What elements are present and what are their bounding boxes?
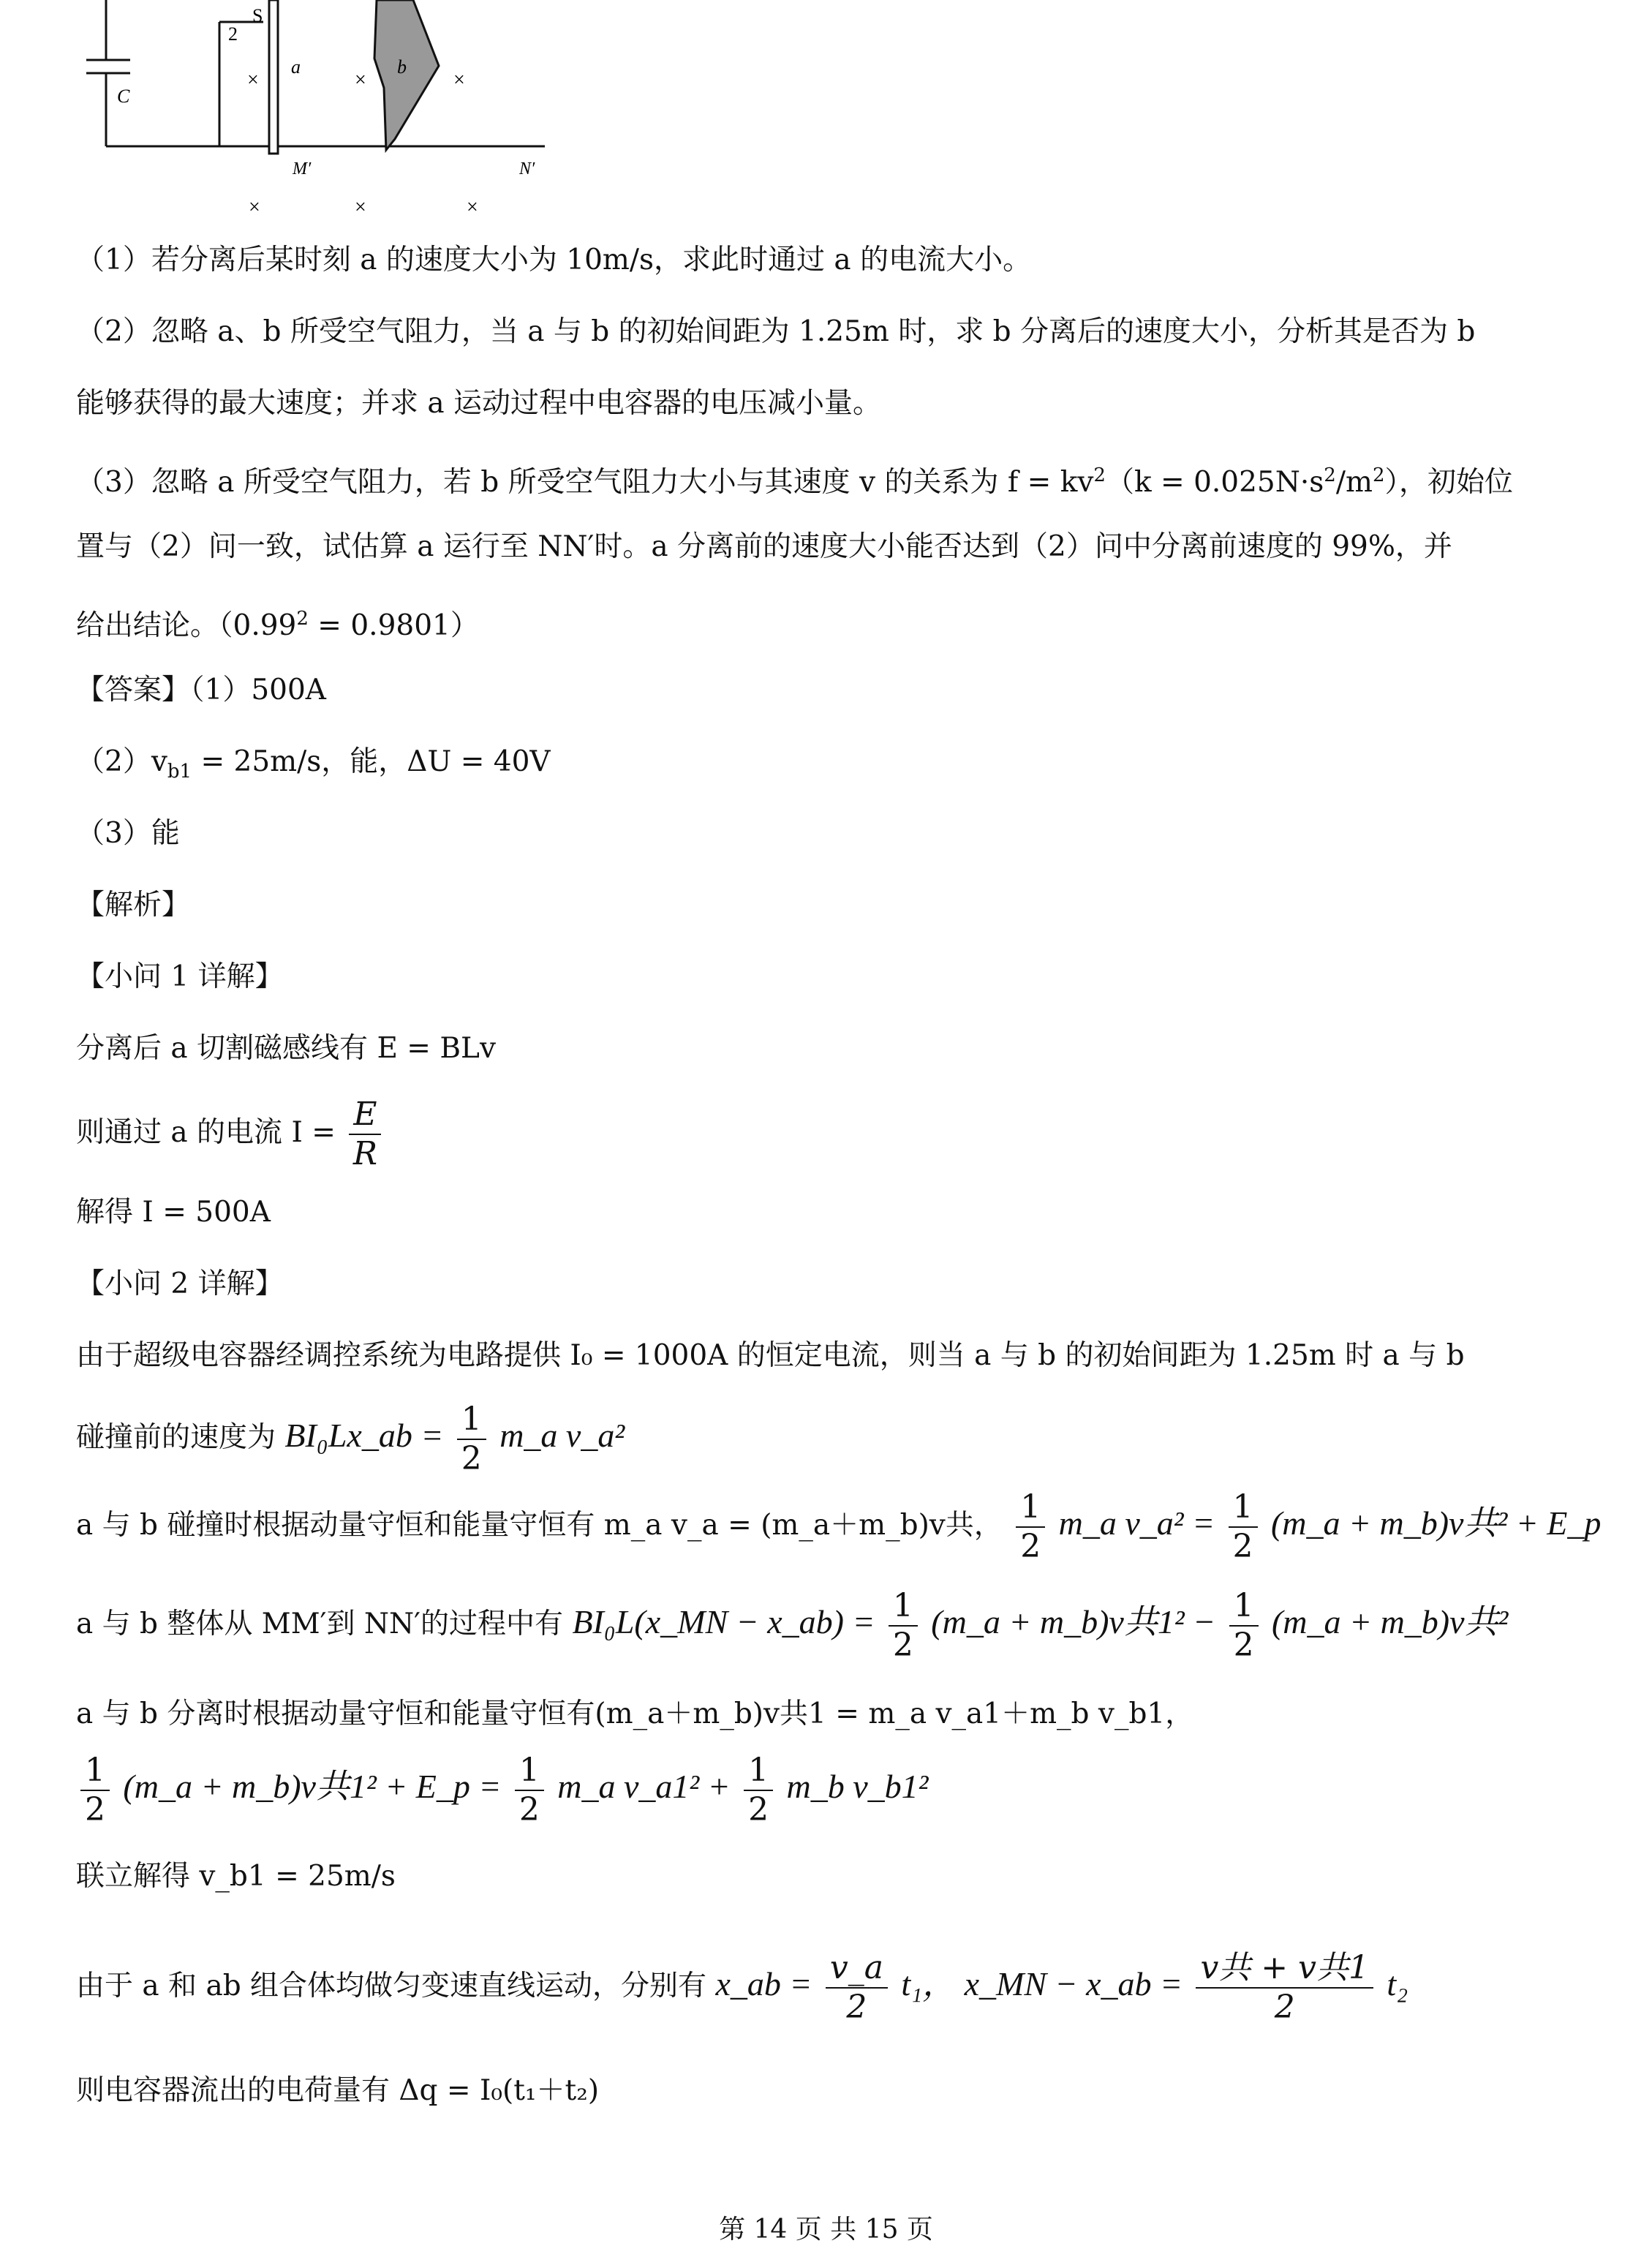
sub2-line-6: $\frac{1}{2}$ (m_a + m_b)v共1² + E_p = $\frac{1}{2}$ m_a v_a1² + $\frac{1}{2}$ m_b v_b1² bbox=[76, 1752, 928, 1829]
fraction: $\frac{1}{2}$ bbox=[1229, 1587, 1259, 1665]
sub2-title: 【小问 2 详解】 bbox=[76, 1267, 284, 1300]
field-mark: × bbox=[467, 196, 478, 219]
fraction: $\frac{1}{2}$ bbox=[889, 1587, 918, 1665]
field-mark: × bbox=[453, 69, 465, 91]
field-mark: × bbox=[249, 196, 260, 219]
question-2-line-1: （2）忽略 a、b 所受空气阻力，当 a 与 b 的初始间距为 1.25m 时，求 b 分离后的速度大小，分析其是否为 b bbox=[76, 315, 1476, 348]
label-2: 2 bbox=[228, 23, 238, 45]
fraction: $\frac{E}{R}$ bbox=[349, 1096, 381, 1173]
answer-2: $(2)v_{b1} = 25m/s$，能，ΔU = 40V bbox=[76, 745, 551, 783]
fraction: $\frac{1}{2}$ bbox=[744, 1752, 773, 1829]
analysis-heading: 【解析】 bbox=[76, 889, 191, 922]
label-S: S bbox=[252, 5, 263, 26]
answer-3: （3）能 bbox=[76, 817, 180, 850]
question-3-line-1: （3）忽略 a 所受空气阻力，若 b 所受空气阻力大小与其速度 v 的关系为 $f = kv^2(k = 0.025N\cdot s^2/m^2)$，初始位 bbox=[76, 464, 1513, 499]
label-C: C bbox=[117, 86, 130, 107]
label-a: a bbox=[291, 56, 301, 78]
label-b: b bbox=[397, 56, 407, 78]
answer-1: 【答案】（1）500A bbox=[76, 674, 326, 706]
sub1-line-2: 则通过 a 的电流 I = $\frac{E}{R}$ bbox=[76, 1096, 385, 1173]
sub1-line-1: 分离后 a 切割磁感线有 E = BLv bbox=[76, 1032, 496, 1065]
field-mark: × bbox=[355, 69, 366, 91]
sub2-line-4: a 与 b 整体从 MM′到 NN′的过程中有 BI₀L(x_MN − x_ab) = $\frac{1}{2}$ (m_a + m_b)v共1² − $\frac{1}{2}$ (m_a + m_b)v共² bbox=[76, 1587, 1509, 1664]
sub2-line-2: 碰撞前的速度为 BI₀Lx_ab = $\frac{1}{2}$ m_a v_a² bbox=[76, 1401, 625, 1477]
sub2-line-3: a 与 b 碰撞时根据动量守恒和能量守恒有 m_a v_a = (m_a＋m_b)v共， $\frac{1}{2}$ m_a v_a² = $\frac{1}{2}$ (m_a + m_b)v共² + E_p bbox=[76, 1488, 1602, 1565]
sub2-line-1: 由于超级电容器经调控系统为电路提供 I₀ = 1000A 的恒定电流，则当 a 与 b 的初始间距为 1.25m 时 a 与 b bbox=[76, 1339, 1465, 1372]
circuit-diagram bbox=[73, 0, 556, 227]
fraction: $\frac{1}{2}$ bbox=[80, 1752, 110, 1829]
question-3-line-2: 置与（2）问一致，试估算 a 运行至 NN′时。a 分离前的速度大小能否达到（2）问中分离前速度的 99%，并 bbox=[76, 530, 1452, 563]
page-footer: 第 14 页 共 15 页 bbox=[719, 2215, 933, 2245]
fraction: $\frac{v\_a}{2}$ bbox=[826, 1949, 888, 2027]
sub1-title: 【小问 1 详解】 bbox=[76, 960, 284, 993]
question-1: （1）若分离后某时刻 a 的速度大小为 10m/s，求此时通过 a 的电流大小。 bbox=[76, 244, 1032, 276]
sub2-line-8: 由于 a 和 ab 组合体均做匀变速直线运动，分别有 x_ab = $\frac{v\_a}{2}$ t₁， x_MN − x_ab = $\frac{\text{v共 + v共1}}{2}$ t₂ bbox=[76, 1949, 1408, 2026]
sub2-line-5: a 与 b 分离时根据动量守恒和能量守恒有(m_a＋m_b)v共1 = m_a v_a1＋m_b v_b1， bbox=[76, 1697, 1194, 1730]
fraction: $\frac{1}{2}$ bbox=[1229, 1488, 1258, 1566]
fraction: $\frac{\text{v共 + v共1}}{2}$ bbox=[1196, 1949, 1373, 2027]
sub2-line-7: 联立解得 v_b1 = 25m/s bbox=[76, 1860, 396, 1893]
sub1-line-3: 解得 I = 500A bbox=[76, 1196, 271, 1229]
fraction: $\frac{1}{2}$ bbox=[1016, 1488, 1045, 1566]
fraction: $\frac{1}{2}$ bbox=[457, 1401, 486, 1478]
field-mark: × bbox=[247, 69, 259, 91]
fraction: $\frac{1}{2}$ bbox=[515, 1752, 544, 1829]
question-3-line-3: 给出结论。$(0.99^2 = 0.9801)$ bbox=[76, 608, 479, 642]
label-M: M′ bbox=[293, 159, 312, 178]
label-N: N′ bbox=[519, 159, 535, 178]
sub2-line-9: 则电容器流出的电荷量有 Δq = I₀(t₁＋t₂) bbox=[76, 2074, 600, 2107]
field-mark: × bbox=[355, 196, 366, 219]
question-2-line-2: 能够获得的最大速度；并求 a 运动过程中电容器的电压减小量。 bbox=[76, 387, 882, 420]
